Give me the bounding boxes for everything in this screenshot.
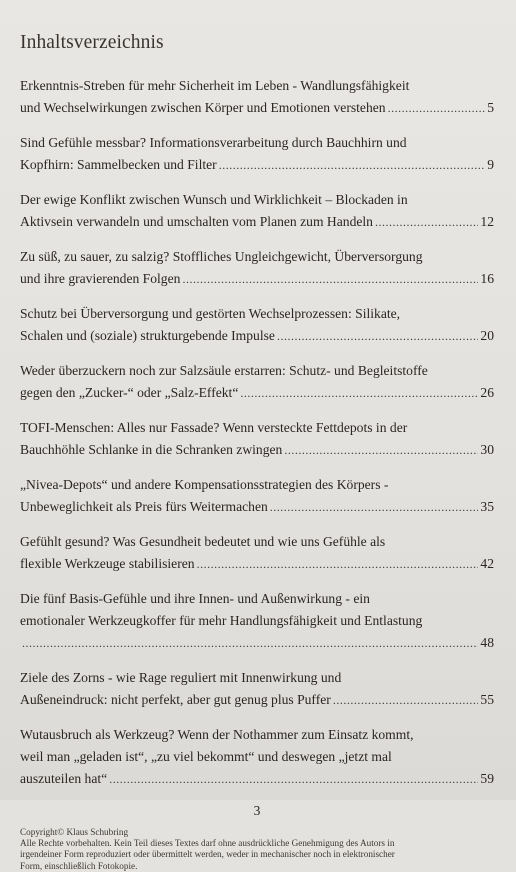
toc-page-number: 16 [480, 271, 494, 286]
rights-line: irgendeiner Form reproduziert oder übermittelt werden, weder in mechanischer noch in elektronischer [20, 849, 395, 860]
toc-entry-text: Der ewige Konflikt zwischen Wunsch und Wirklichkeit – Blockaden in [20, 192, 408, 207]
toc-title: Inhaltsverzeichnis [20, 32, 164, 53]
toc-entry-text: „Nivea-Depots“ und andere Kompensationsstrategien des Körpers - [20, 477, 389, 492]
toc-page-number: 9 [487, 157, 494, 172]
toc-entry-text: Die fünf Basis-Gefühle und ihre Innen- und Außenwirkung - ein [20, 591, 370, 606]
toc-entry-text: Kopfhirn: Sammelbecken und Filter [20, 157, 217, 172]
toc-entry-final-line [20, 268, 494, 290]
toc-entry-final-line [20, 496, 494, 518]
toc-page-number: 48 [480, 635, 494, 650]
toc-page-number: 55 [480, 692, 494, 707]
toc-entry-text: auszuteilen hat“ [20, 771, 108, 786]
toc-entry [20, 588, 494, 654]
toc-entry-final-line [20, 632, 494, 654]
toc-list [20, 75, 494, 790]
toc-entry [20, 189, 494, 233]
toc-entry-text: gegen den „Zucker-“ oder „Salz-Effekt“ [20, 385, 239, 400]
toc-entry-text: Unbeweglichkeit als Preis fürs Weitermachen [20, 499, 268, 514]
toc-entry [20, 75, 494, 119]
toc-entry [20, 360, 494, 404]
dot-leader [219, 154, 486, 176]
page-number: 3 [253, 803, 261, 818]
toc-page-number: 30 [480, 442, 494, 457]
toc-entry [20, 246, 494, 290]
dot-leader [22, 632, 478, 654]
dot-leader [109, 768, 478, 790]
toc-entry [20, 531, 494, 575]
toc-page-number: 12 [480, 214, 494, 229]
toc-entry [20, 724, 494, 790]
toc-entry-final-line [20, 439, 494, 461]
toc-entry-text: flexible Werkzeuge stabilisieren [20, 556, 195, 571]
toc-entry-text: Erkenntnis-Streben für mehr Sicherheit im Leben - Wandlungsfähigkeit [20, 78, 410, 93]
toc-entry-final-line [20, 768, 494, 790]
toc-entry-text: Wutausbruch als Werkzeug? Wenn der Nothammer zum Einsatz kommt, [20, 727, 414, 742]
toc-entry-text: Schutz bei Überversorgung und gestörten Wechselprozessen: Silikate, [20, 306, 401, 321]
toc-entry [20, 132, 494, 176]
toc-entry-text: Schalen und (soziale) strukturgebende Impulse [20, 328, 275, 343]
dot-leader [284, 439, 478, 461]
copyright-line: Copyright© Klaus Schubring [20, 827, 129, 837]
toc-entry-text: Sind Gefühle messbar? Informationsverarbeitung durch Bauchhirn und [20, 135, 407, 150]
toc-page-number: 20 [480, 328, 494, 343]
toc-entry-text: Ziele des Zorns - wie Rage reguliert mit Innenwirkung und [20, 670, 342, 685]
toc-page-number: 26 [480, 385, 494, 400]
toc-page-number: 35 [480, 499, 494, 514]
rights-line: Form, einschließlich Fotokopie. [20, 860, 138, 871]
toc-entry-final-line [20, 211, 494, 233]
toc-entry-final-line [20, 689, 494, 711]
dot-leader [240, 382, 478, 404]
toc-entry [20, 474, 494, 518]
toc-entry [20, 417, 494, 461]
toc-entry-final-line [20, 97, 494, 119]
dot-leader [333, 689, 479, 711]
dot-leader [182, 268, 478, 290]
toc-entry-text: weil man „geladen ist“, „zu viel bekommt“ und deswegen „jetzt mal [20, 749, 392, 764]
toc-entry-text: TOFI-Menschen: Alles nur Fassade? Wenn versteckte Fettdepots in der [20, 420, 408, 435]
toc-page-number: 5 [487, 100, 494, 115]
dot-leader [270, 496, 479, 518]
toc-page-number: 59 [480, 771, 494, 786]
toc-entry-text: Weder überzuckern noch zur Salzsäule erstarren: Schutz- und Begleitstoffe [20, 363, 428, 378]
toc-entry-text: Bauchhöhle Schlanke in die Schranken zwingen [20, 442, 283, 457]
dot-leader [375, 211, 478, 233]
toc-entry-text: und ihre gravierenden Folgen [20, 271, 181, 286]
toc-entry-text: Außeneindruck: nicht perfekt, aber gut genug plus Puffer [20, 692, 331, 707]
toc-entry-text: emotionaler Werkzeugkoffer für mehr Handlungsfähigkeit und Entlastung [20, 613, 423, 628]
toc-entry-final-line [20, 382, 494, 404]
toc-entry [20, 667, 494, 711]
toc-entry [20, 303, 494, 347]
toc-entry-text: und Wechselwirkungen zwischen Körper und Emotionen verstehen [20, 100, 386, 115]
toc-entry-text: Gefühlt gesund? Was Gesundheit bedeutet und wie uns Gefühle als [20, 534, 386, 549]
toc-entry-final-line [20, 154, 494, 176]
toc-page-number: 42 [480, 556, 494, 571]
dot-leader [388, 97, 486, 119]
rights-line: Alle Rechte vorbehalten. Kein Teil dieses Textes darf ohne ausdrückliche Genehmigung des Autors in [20, 838, 395, 849]
copyright-notice [20, 827, 494, 872]
dot-leader [197, 553, 479, 575]
dot-leader [277, 325, 478, 347]
toc-entry-text: Aktivsein verwandeln und umschalten vom Planen zum Handeln [20, 214, 373, 229]
toc-entry-final-line [20, 553, 494, 575]
toc-entry-final-line [20, 325, 494, 347]
toc-entry-text: Zu süß, zu sauer, zu salzig? Stoffliches Ungleichgewicht, Überversorgung [20, 249, 423, 264]
